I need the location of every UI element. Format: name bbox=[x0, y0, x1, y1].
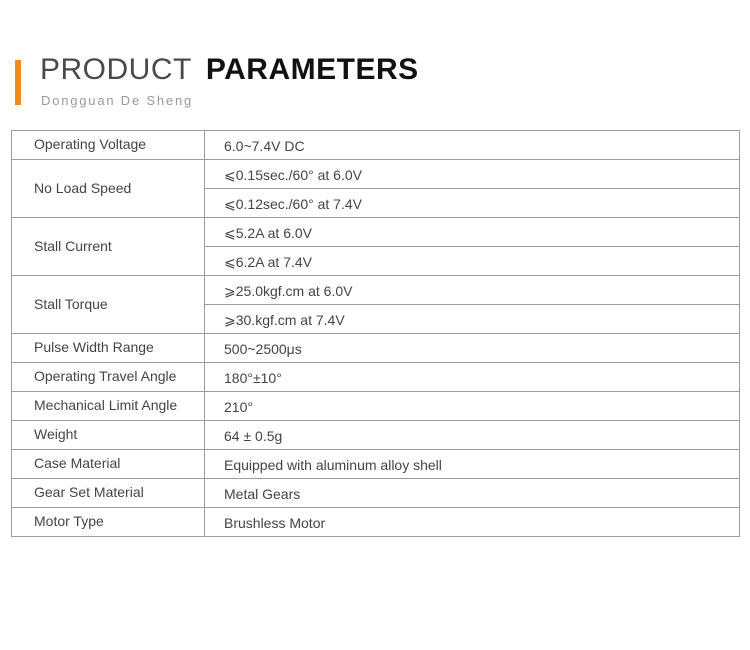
table-row bbox=[12, 334, 740, 363]
spec-label-cell bbox=[12, 508, 205, 537]
spec-label: Mechanical Limit Angle bbox=[34, 397, 178, 413]
spec-value: 180°±10° bbox=[224, 370, 282, 386]
spec-label-cell bbox=[12, 334, 205, 363]
table-row bbox=[12, 479, 740, 508]
table-row bbox=[12, 131, 740, 160]
spec-value: 64 ± 0.5g bbox=[224, 428, 283, 444]
spec-value-cell bbox=[205, 305, 740, 334]
spec-value: Metal Gears bbox=[224, 486, 301, 502]
spec-label-cell bbox=[12, 392, 205, 421]
spec-value: ⩽0.12sec./60° at 7.4V bbox=[224, 196, 362, 212]
spec-label-cell bbox=[12, 160, 205, 218]
spec-value-cell bbox=[205, 479, 740, 508]
spec-label-cell bbox=[12, 131, 205, 160]
spec-table bbox=[11, 130, 740, 537]
spec-value: ⩾30.kgf.cm at 7.4V bbox=[224, 312, 345, 328]
spec-label: Weight bbox=[34, 426, 78, 442]
spec-label-cell bbox=[12, 450, 205, 479]
spec-value: 6.0~7.4V DC bbox=[224, 138, 305, 154]
spec-value-cell bbox=[205, 218, 740, 247]
spec-label: No Load Speed bbox=[34, 179, 132, 196]
spec-value-cell bbox=[205, 392, 740, 421]
spec-label: Gear Set Material bbox=[34, 484, 144, 500]
spec-value-cell bbox=[205, 508, 740, 537]
spec-label: Stall Current bbox=[34, 237, 112, 254]
spec-value: ⩽0.15sec./60° at 6.0V bbox=[224, 167, 362, 183]
spec-value-cell bbox=[205, 276, 740, 305]
page-title-light: PRODUCT bbox=[40, 53, 192, 86]
spec-label: Stall Torque bbox=[34, 295, 108, 312]
table-row bbox=[12, 160, 740, 189]
spec-value-cell bbox=[205, 160, 740, 189]
spec-label: Operating Voltage bbox=[34, 136, 147, 152]
spec-value: Brushless Motor bbox=[224, 515, 326, 531]
spec-value: Equipped with aluminum alloy shell bbox=[224, 457, 442, 473]
table-row bbox=[12, 363, 740, 392]
spec-label-cell bbox=[12, 363, 205, 392]
page-title bbox=[40, 52, 419, 88]
spec-value: ⩽5.2A at 6.0V bbox=[224, 225, 313, 241]
table-row bbox=[12, 508, 740, 537]
spec-label: Motor Type bbox=[34, 513, 104, 529]
table-row bbox=[12, 421, 740, 450]
table-row bbox=[12, 392, 740, 421]
spec-value-cell bbox=[205, 363, 740, 392]
spec-value-cell bbox=[205, 421, 740, 450]
title-accent-bar bbox=[15, 60, 21, 105]
table-row bbox=[12, 450, 740, 479]
spec-label: Pulse Width Range bbox=[34, 339, 154, 355]
spec-value-cell bbox=[205, 450, 740, 479]
spec-label-cell bbox=[12, 218, 205, 276]
page-title-bold: PARAMETERS bbox=[205, 53, 419, 86]
spec-label: Case Material bbox=[34, 455, 121, 471]
table-row bbox=[12, 276, 740, 305]
spec-value-cell bbox=[205, 131, 740, 160]
spec-label: Operating Travel Angle bbox=[34, 368, 177, 384]
spec-value-cell bbox=[205, 334, 740, 363]
page-subtitle: Dongguan De Sheng bbox=[41, 93, 194, 108]
spec-value-cell bbox=[205, 189, 740, 218]
spec-value: ⩾25.0kgf.cm at 6.0V bbox=[224, 283, 353, 299]
spec-label-cell bbox=[12, 421, 205, 450]
spec-value: ⩽6.2A at 7.4V bbox=[224, 254, 313, 270]
spec-value: 500~2500μs bbox=[224, 341, 302, 357]
spec-label-cell bbox=[12, 276, 205, 334]
spec-label-cell bbox=[12, 479, 205, 508]
spec-value: 210° bbox=[224, 399, 253, 415]
table-row bbox=[12, 218, 740, 247]
spec-value-cell bbox=[205, 247, 740, 276]
spec-table-body bbox=[12, 131, 740, 537]
